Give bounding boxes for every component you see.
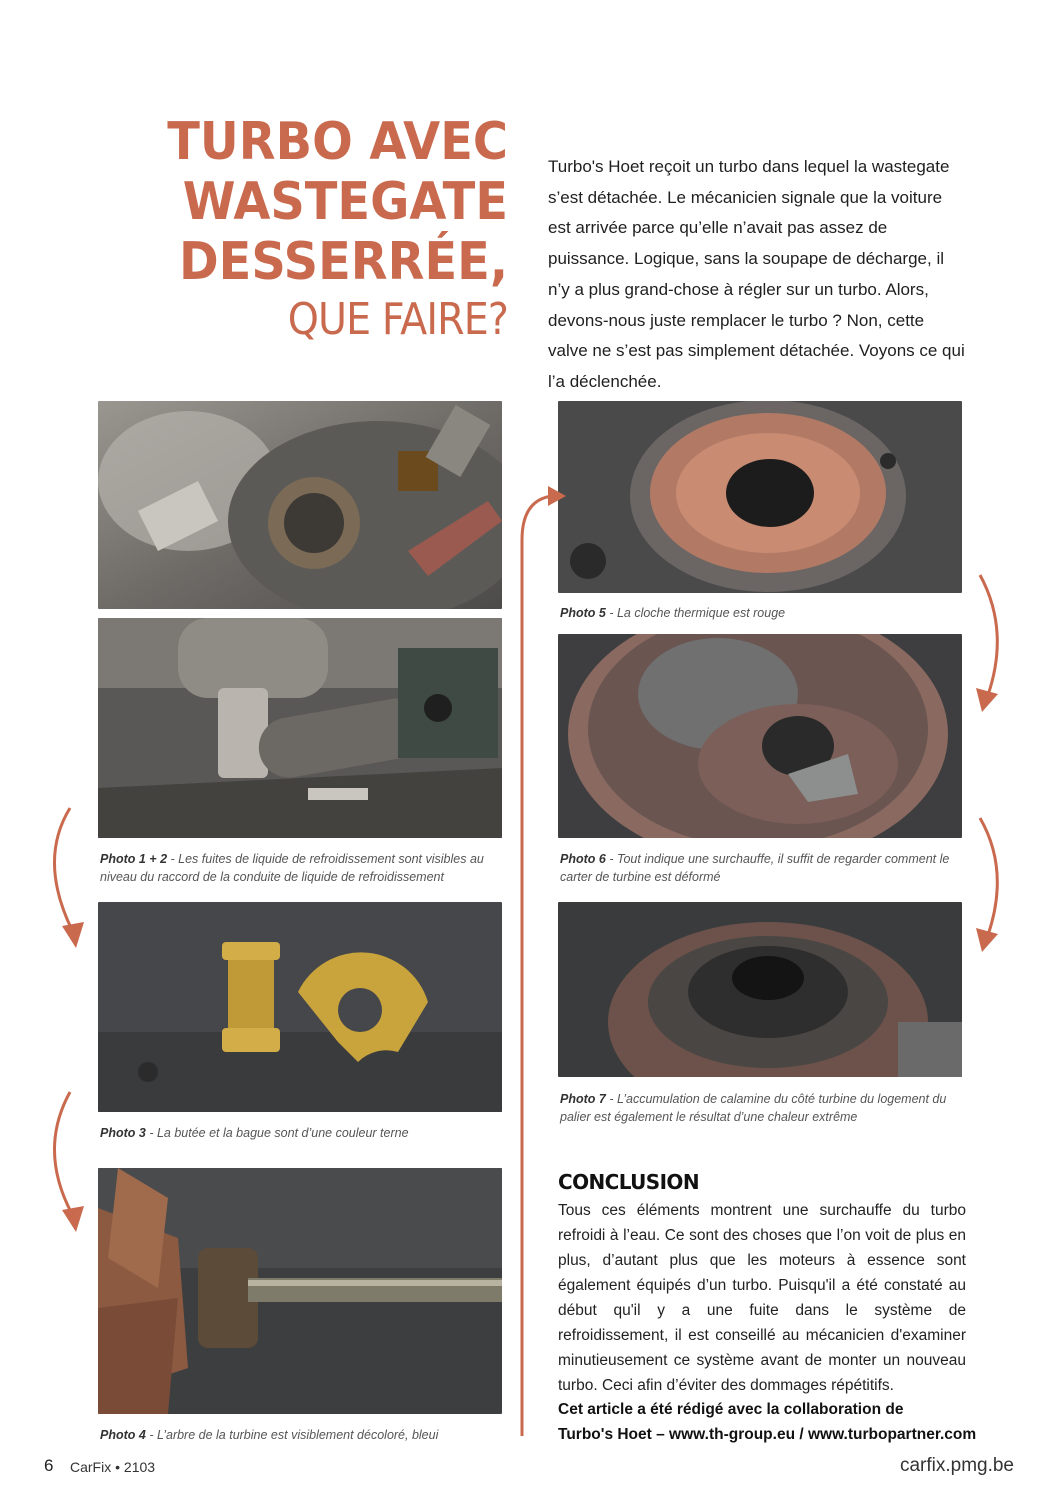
title-line-4: QUE FAIRE? [287,294,508,345]
magazine-issue: CarFix • 2103 [70,1459,156,1475]
photo-6 [558,634,962,838]
title-line-2: WASTEGATE [182,172,508,232]
arrow-curve-4 [980,818,997,935]
caption-label: Photo 6 [560,852,606,866]
caption-photo-6 [560,850,960,886]
title-line-3: DESSERRÉE, [178,232,508,292]
caption-photo-7 [560,1090,960,1126]
arrowhead-4 [976,928,998,952]
caption-text: - L’accumulation de calamine du côté turbine du logement du palier est également le résultat d’une chaleur extrême [560,1092,947,1124]
caption-label: Photo 7 [560,1092,606,1106]
caption-photo-1-2 [100,850,500,886]
photo-1 [98,401,502,609]
arrow-curve-2 [54,1092,72,1214]
caption-label: Photo 3 [100,1126,146,1140]
arrowhead-3 [976,688,998,712]
caption-text: - L’arbre de la turbine est visiblement décoloré, bleui [145,1428,439,1442]
caption-label: Photo 5 [560,606,606,620]
photo-5 [558,401,962,593]
arrow-curve-3 [980,575,997,695]
arrow-vertical-line [522,496,552,1436]
caption-text: - La butée et la bague sont d’une couleur terne [145,1126,409,1140]
caption-text: - Tout indique une surchauffe, il suffit de regarder comment le carter de turbine est déformé [560,852,950,884]
photo-2 [98,618,502,838]
caption-text: - La cloche thermique est rouge [605,606,786,620]
title-line-1: TURBO AVEC [167,112,509,172]
conclusion-paragraph: Tous ces éléments montrent une surchauffe du turbo refroidi à l’eau. Ce sont des choses que l’on voit de plus en plus, d’autant plus que les moteurs à essence sont également équipés d’un turbo. Puisqu'il a été constaté au début qu'il y a une fuite dans le système de refroidissement, il est conseillé au mécanicien d'examiner minutieusement ce système avant de monter un nouveau turbo. Ceci afin d’éviter des dommages répétitifs. [558,1202,966,1394]
photo-3 [98,902,502,1112]
caption-label: Photo 1 + 2 [100,852,168,866]
credit-line-2: Turbo's Hoet – www.th-group.eu / www.turbopartner.com [558,1426,977,1443]
caption-text: - Les fuites de liquide de refroidissement sont visibles au niveau du raccord de la conduite de liquide de refroidissement [100,852,484,884]
arrowhead-1 [62,922,84,948]
website-link[interactable]: carfix.pmg.be [899,1455,1014,1476]
caption-photo-3 [100,1124,500,1142]
photo-7 [558,902,962,1077]
page-number: 6 [44,1456,54,1475]
article-credit [558,1397,978,1447]
credit-line-1: Cet article a été rédigé avec la collaboration de [558,1401,904,1418]
intro-paragraph: Turbo's Hoet reçoit un turbo dans lequel la wastegate s’est détachée. Le mécanicien signale que la voiture est arrivée parce qu’elle n’avait pas assez de puissance. Logique, sans la soupape de décharge, il n’y a plus grand-chose à régler sur un turbo. Alors, devons-nous juste remplacer le turbo ? Non, cette valve ne s’est pas simplement détachée. Voyons ce qui l’a déclenchée. [548,157,965,391]
arrow-curve-1 [54,808,72,930]
caption-photo-4 [100,1426,500,1444]
arrowhead-2 [62,1206,84,1232]
article-title [100,112,508,348]
caption-label: Photo 4 [100,1428,146,1442]
conclusion-heading: CONCLUSION [558,1170,699,1194]
photo-4 [98,1168,502,1414]
caption-photo-5 [560,604,960,622]
